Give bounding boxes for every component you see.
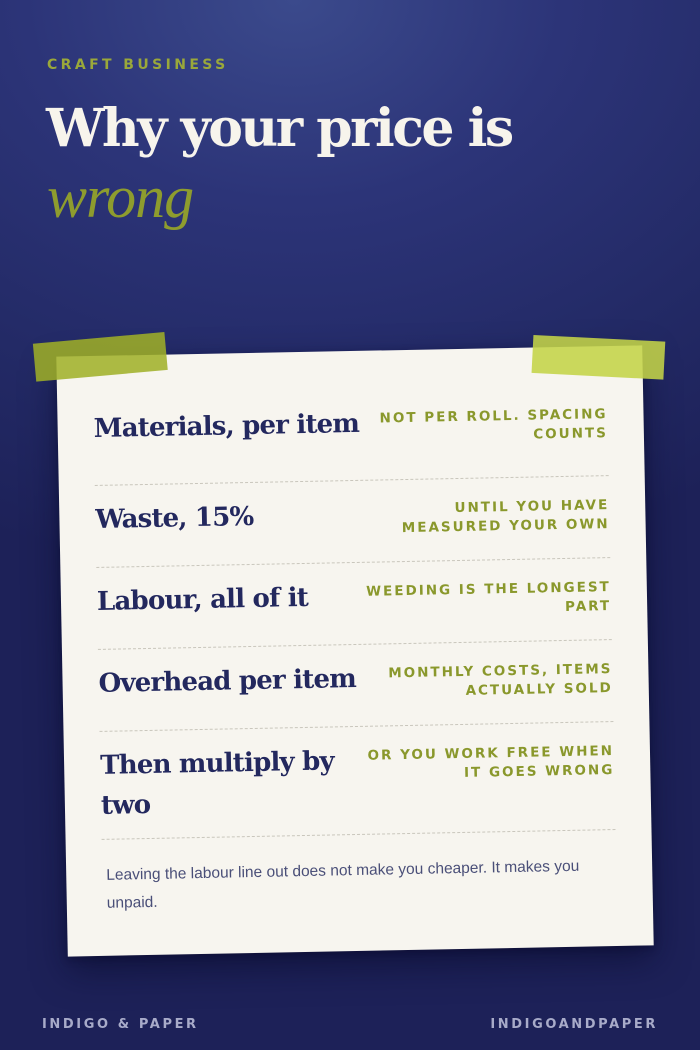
list-item (95, 476, 610, 568)
eyebrow-label: CRAFT BUSINESS (47, 57, 229, 73)
headline-accent: wrong (47, 164, 194, 230)
tape-strip-right (532, 335, 666, 380)
row-title: Materials, per item (93, 408, 360, 444)
row-note: NOT PER ROLL. SPACING COUNTS (379, 406, 609, 443)
social-handle: INDIGOANDPAPER (490, 1017, 658, 1032)
list-item (93, 394, 608, 486)
headline: Why your price is (46, 98, 512, 159)
list-item (96, 558, 611, 650)
row-title: Waste, 15% (95, 501, 254, 535)
row-note: MONTHLY COSTS, ITEMS ACTUALLY SOLD (388, 661, 613, 699)
card-footnote: Leaving the labour line out does not make you cheaper. It makes you unpaid. (106, 857, 580, 912)
row-title: Overhead per item (98, 663, 357, 699)
card-paper (56, 345, 653, 956)
pricing-rows (93, 394, 615, 840)
brand-name: INDIGO & PAPER (42, 1017, 199, 1032)
list-item (98, 640, 613, 732)
row-title: Labour, all of it (96, 582, 309, 617)
row-note: WEEDING IS THE LONGEST PART (366, 579, 612, 615)
list-item (100, 722, 616, 840)
checklist-card (56, 345, 653, 956)
row-note: OR YOU WORK FREE WHEN IT GOES WRONG (367, 743, 615, 781)
row-note: UNTIL YOU HAVE MEASURED YOUR OWN (401, 497, 610, 537)
row-title: Then multiply by two (99, 746, 335, 821)
